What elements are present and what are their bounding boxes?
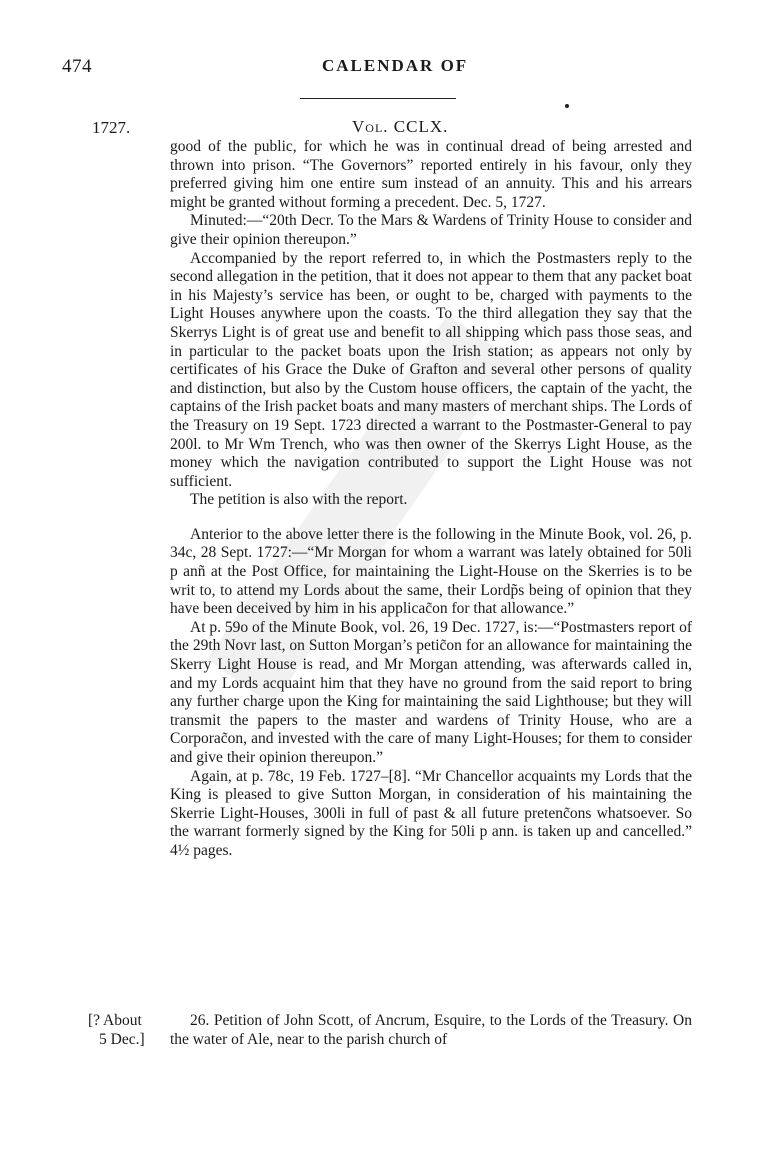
paragraph: At p. 59o of the Minute Book, vol. 26, 19 Dec. 1727, is:—“Postmasters report of the 29th Novr last, on Sutton Morgan’s petic̃on for an allowance for maintaining the Skerry Light House is read, and Mr Morgan attending, was afterwards called in, and my Lords acquaint him that they have no ground from the said report to bring any further charge upon the King for maintaining the said Lighthouse; but they will transmit the papers to the master and wardens of Trinity House, who are a Corporac̃on, and invested with the care of many Light-Houses; for them to consider and give their opinion thereupon.” [170,618,692,766]
paragraph: The petition is also with the report. [190,491,408,509]
margin-note-line: [? About [88,1012,142,1029]
running-title: CALENDAR OF [322,56,469,75]
paragraph: good of the public, for which he was in continual dread of being arrested and thrown into prison. “The Governors” reported entirely in his favour, only they preferred giving him one entire sum instead of an annuity. This and his arrears might be granted without forming a precedent. Dec. 5, 1727. [170,138,692,211]
page-number: 474 [62,56,92,77]
entry-26: 26. Petition of John Scott, of Ancrum, Esquire, to the Lords of the Treasury. On the water of Ale, near to the parish church of [170,1012,692,1048]
paragraph: Minuted:—“20th Decr. To the Mars & Wardens of Trinity House to consider and give their opinion thereupon.” [170,212,692,248]
margin-note [88,1012,164,1049]
volume-heading: Vol. CCLX. [352,117,449,136]
year-heading: 1727. [92,118,131,137]
header-rule [300,98,456,99]
paragraph: Accompanied by the report referred to, in which the Postmasters reply to the second allegation in the petition, that it does not appear to them that any packet boat in his Majesty’s service has been, or ought to be, charged with payments to the Light Houses anywhere upon the coasts. To the third allegation they say that the Skerrys Light is of great use and benefit to all shipping which pass those seas, and in particular to the packet boats upon the Irish station; as appears not only by certificates of his Grace the Duke of Grafton and several other persons of quality and distinction, but also by the Custom house officers, the captain of the yacht, the captains of the Irish packet boats and many masters of merchant ships. The Lords of the Treasury on 19 Sept. 1723 directed a warrant to the Postmaster-General to pay 200l. to Mr Wm Trench, who was then owner of the Skerrys Light House, as the money which the navigation contributed to support the Light House was not sufficient. [170,249,692,490]
paragraph: Anterior to the above letter there is the following in the Minute Book, vol. 26, p. 34c, 28 Sept. 1727:—“Mr Morgan for whom a warrant was lately obtained for 50li p anñ at the Post Office, for maintaining the Light-House on the Skerries is to be writ to, to attend my Lords about the same, their Lordp̃s being of opinion that they have been deceived by him in his applicac̃on for that allowance.” [170,525,692,618]
margin-note-line: 5 Dec.] [99,1030,145,1048]
main-text [170,138,692,861]
paragraph: Again, at p. 78c, 19 Feb. 1727–[8]. “Mr Chancellor acquaints my Lords that the King is pleased to give Sutton Morgan, in consideration of his maintaining the Skerrie Light-Houses, 300li in full of past & all future pretenc̃ons whatsoever. So the warrant formerly signed by the King for 50li p ann. is taken up and cancelled.” 4½ pages. [170,767,692,859]
printer-dot [565,104,569,108]
